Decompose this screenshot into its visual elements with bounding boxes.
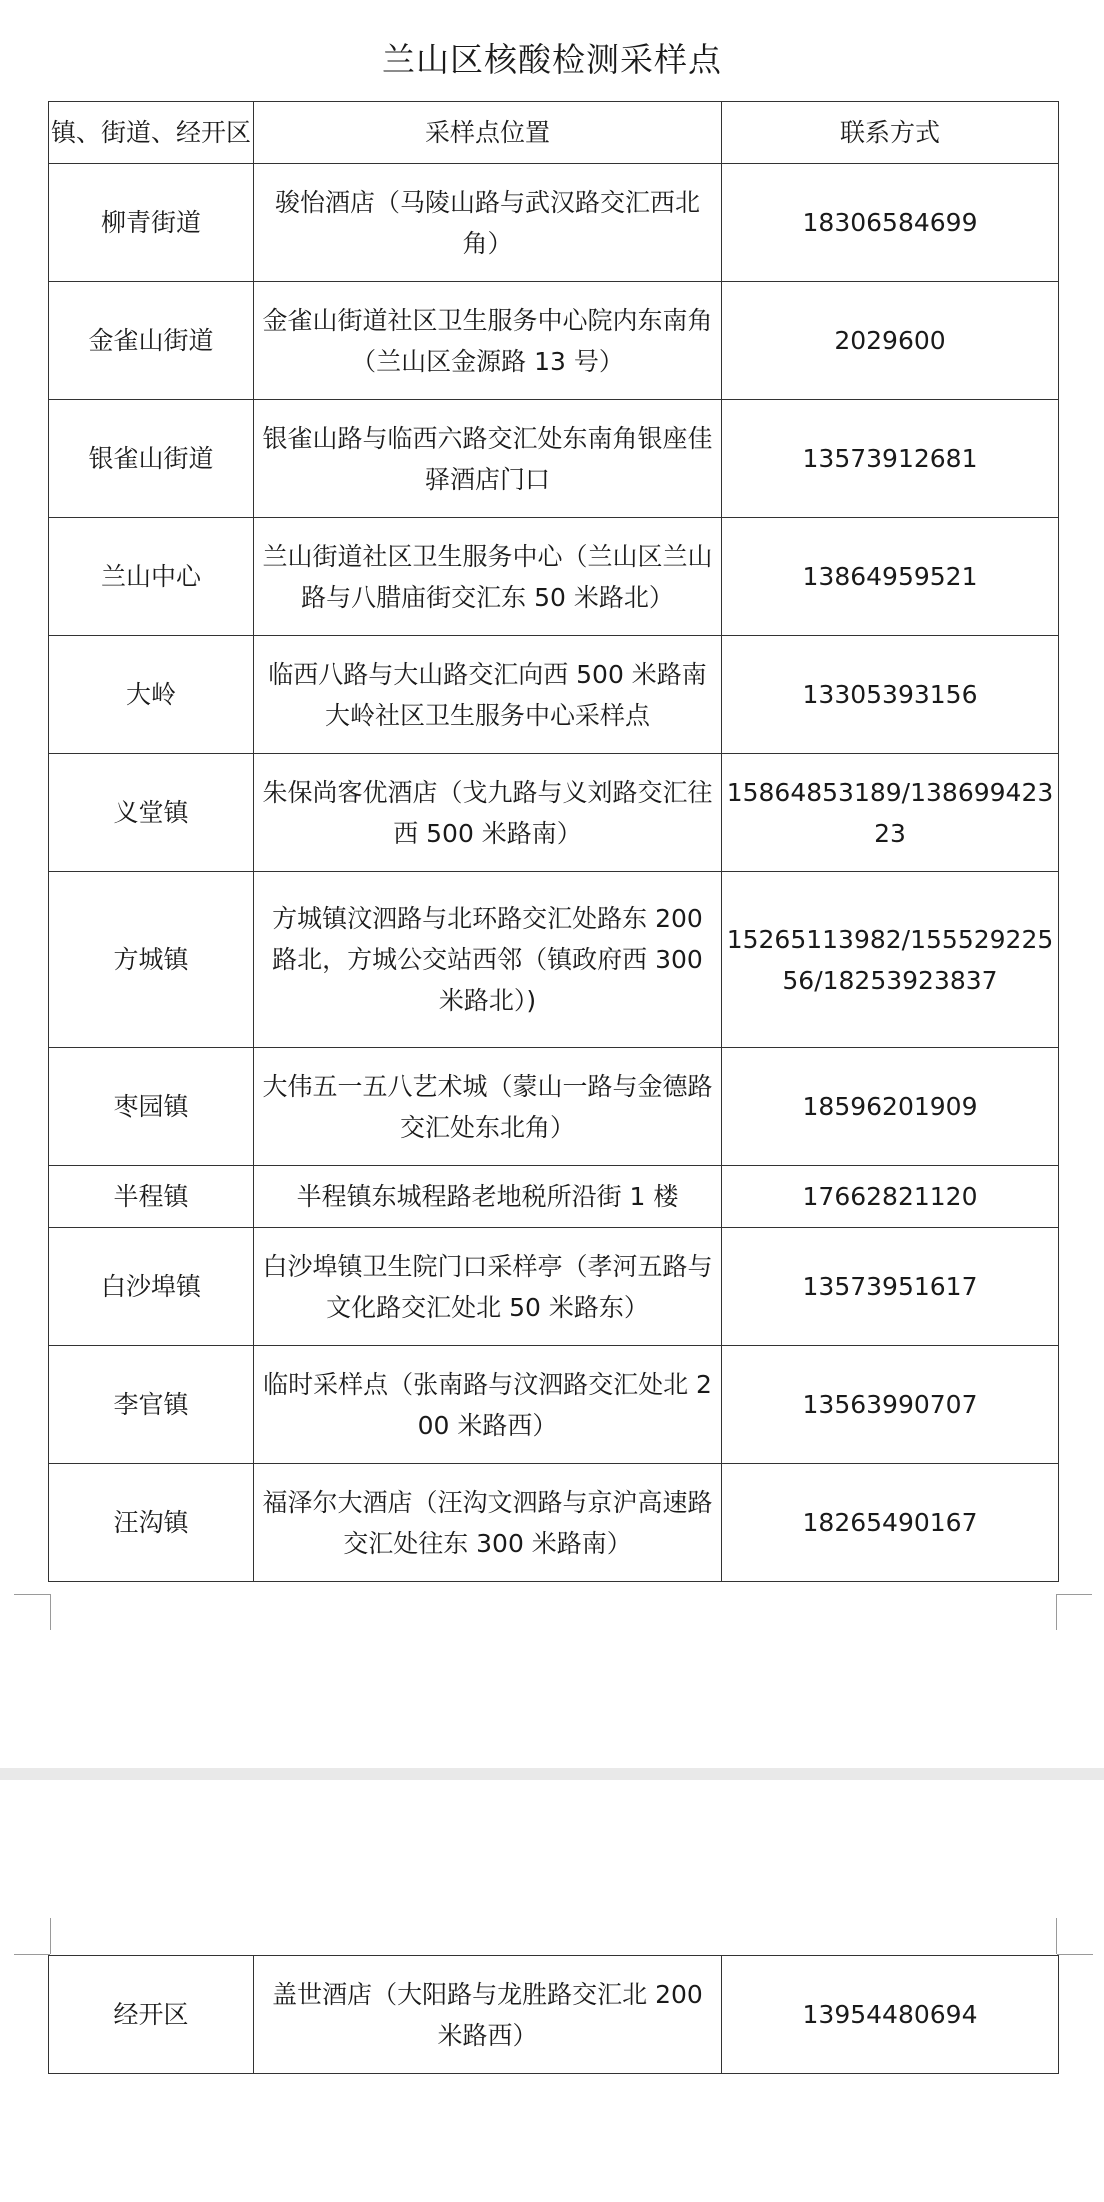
table-header-row xyxy=(49,102,1059,164)
cell-contact: 15265113982/15552922556/18253923837 xyxy=(722,872,1059,1048)
sampling-sites-table-continued xyxy=(48,1955,1059,2074)
cell-area: 李官镇 xyxy=(49,1346,254,1464)
cell-location: 福泽尔大酒店（汪沟文泗路与京沪高速路交汇处往东 300 米路南） xyxy=(254,1464,722,1582)
cell-area: 兰山中心 xyxy=(49,518,254,636)
cell-area: 柳青街道 xyxy=(49,164,254,282)
table-row xyxy=(49,1166,1059,1228)
cell-contact: 15864853189/13869942323 xyxy=(722,754,1059,872)
cell-contact: 13864959521 xyxy=(722,518,1059,636)
cell-location: 盖世酒店（大阳路与龙胜路交汇北 200 米路西） xyxy=(254,1956,722,2074)
cell-area: 汪沟镇 xyxy=(49,1464,254,1582)
cell-location: 金雀山街道社区卫生服务中心院内东南角（兰山区金源路 13 号） xyxy=(254,282,722,400)
crop-mark xyxy=(1057,1954,1093,1955)
cell-area: 半程镇 xyxy=(49,1166,254,1228)
table-row xyxy=(49,872,1059,1048)
cell-contact: 17662821120 xyxy=(722,1166,1059,1228)
table-row xyxy=(49,1228,1059,1346)
table-row xyxy=(49,164,1059,282)
page-title: 兰山区核酸检测采样点 xyxy=(382,40,722,79)
table-row xyxy=(49,1956,1059,2074)
cell-contact: 13954480694 xyxy=(722,1956,1059,2074)
cell-location: 半程镇东城程路老地税所沿街 1 楼 xyxy=(254,1166,722,1228)
header-area: 镇、街道、经开区 xyxy=(49,102,254,164)
crop-mark xyxy=(1056,1594,1057,1630)
sampling-sites-table xyxy=(48,101,1059,1582)
crop-mark xyxy=(1056,1594,1092,1595)
cell-location: 大伟五一五八艺术城（蒙山一路与金德路交汇处东北角） xyxy=(254,1048,722,1166)
crop-mark xyxy=(1056,1918,1057,1954)
crop-mark xyxy=(14,1954,50,1955)
cell-contact: 13573951617 xyxy=(722,1228,1059,1346)
cell-area: 经开区 xyxy=(49,1956,254,2074)
table-row xyxy=(49,282,1059,400)
cell-area: 方城镇 xyxy=(49,872,254,1048)
cell-area: 金雀山街道 xyxy=(49,282,254,400)
cell-contact: 13305393156 xyxy=(722,636,1059,754)
crop-mark xyxy=(14,1594,50,1595)
header-location: 采样点位置 xyxy=(254,102,722,164)
table-row xyxy=(49,400,1059,518)
cell-location: 临时采样点（张南路与汶泗路交汇处北 200 米路西） xyxy=(254,1346,722,1464)
cell-area: 义堂镇 xyxy=(49,754,254,872)
cell-contact: 18265490167 xyxy=(722,1464,1059,1582)
cell-area: 白沙埠镇 xyxy=(49,1228,254,1346)
cell-contact: 13573912681 xyxy=(722,400,1059,518)
cell-contact: 18596201909 xyxy=(722,1048,1059,1166)
cell-contact: 2029600 xyxy=(722,282,1059,400)
cell-area: 枣园镇 xyxy=(49,1048,254,1166)
table-row xyxy=(49,754,1059,872)
table-row xyxy=(49,1048,1059,1166)
crop-mark xyxy=(50,1594,51,1630)
cell-location: 临西八路与大山路交汇向西 500 米路南大岭社区卫生服务中心采样点 xyxy=(254,636,722,754)
table-row xyxy=(49,518,1059,636)
cell-area: 大岭 xyxy=(49,636,254,754)
table-row xyxy=(49,1464,1059,1582)
cell-contact: 13563990707 xyxy=(722,1346,1059,1464)
table-row xyxy=(49,1346,1059,1464)
header-contact: 联系方式 xyxy=(722,102,1059,164)
crop-mark xyxy=(50,1918,51,1954)
cell-location: 兰山街道社区卫生服务中心（兰山区兰山路与八腊庙街交汇东 50 米路北） xyxy=(254,518,722,636)
cell-area: 银雀山街道 xyxy=(49,400,254,518)
cell-location: 朱保尚客优酒店（戈九路与义刘路交汇往西 500 米路南） xyxy=(254,754,722,872)
cell-location: 白沙埠镇卫生院门口采样亭（孝河五路与文化路交汇处北 50 米路东） xyxy=(254,1228,722,1346)
cell-location: 银雀山路与临西六路交汇处东南角银座佳驿酒店门口 xyxy=(254,400,722,518)
page-separator xyxy=(0,1768,1104,1780)
cell-location: 方城镇汶泗路与北环路交汇处路东 200 路北，方城公交站西邻（镇政府西 300 米路北）) xyxy=(254,872,722,1048)
table-row xyxy=(49,636,1059,754)
cell-contact: 18306584699 xyxy=(722,164,1059,282)
cell-location: 骏怡酒店（马陵山路与武汉路交汇西北角） xyxy=(254,164,722,282)
